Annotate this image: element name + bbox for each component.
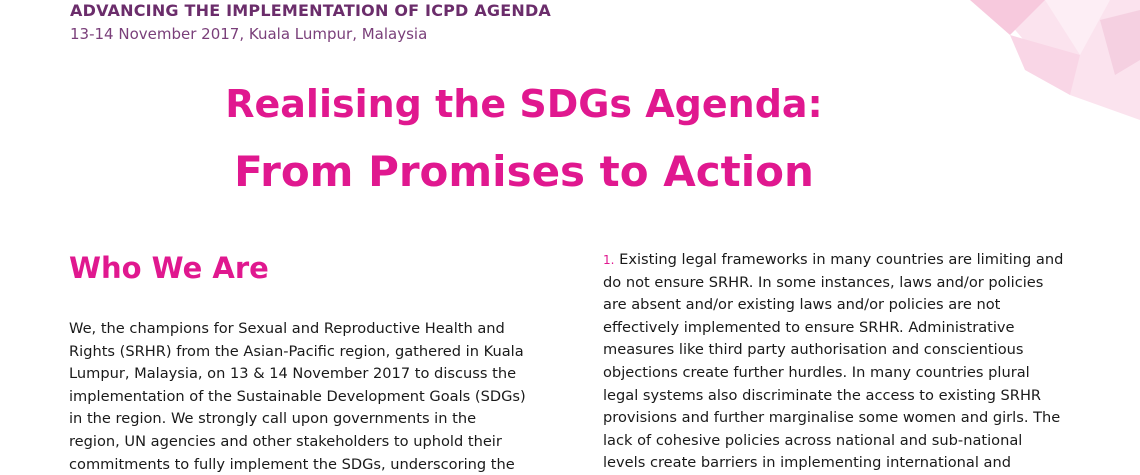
paragraph-line: measures like third party authorisation and conscientious [603, 341, 1024, 359]
numbered-item-1 [603, 249, 1073, 475]
paragraph-line: legal systems also discriminate the access to existing SRHR [603, 386, 1042, 404]
paragraph-line: effectively implemented to ensure SRHR. Administrative [603, 318, 1015, 336]
item-first-line-text: Existing legal frameworks in many countries are limiting and [619, 251, 1064, 268]
paragraph-line: We, the champions for Sexual and Reproductive Health and [69, 320, 505, 337]
paragraph-line: objections create further hurdles. In many countries plural [603, 363, 1030, 381]
page-title-line-1: Realising the SDGs Agenda: [225, 82, 823, 126]
paragraph-line: are absent and/or existing laws and/or policies are not [603, 296, 1001, 314]
item-number: 1. [603, 253, 615, 267]
paragraph-line: Rights (SRHR) from the Asian-Pacific region, gathered in Kuala [69, 342, 524, 360]
event-date-location: 13-14 November 2017, Kuala Lumpur, Malaysia [70, 25, 428, 43]
paragraph-line: region, UN agencies and other stakeholders to uphold their [69, 432, 502, 450]
paragraph-line: implementation of the Sustainable Development Goals (SDGs) [69, 387, 526, 405]
paragraph-line: provisions and further marginalise some women and girls. The [603, 409, 1061, 427]
event-title: ADVANCING THE IMPLEMENTATION OF ICPD AGENDA [70, 1, 552, 20]
page-title-line-2: From Promises to Action [234, 147, 814, 196]
paragraph-line: in the region. We strongly call upon governments in the [69, 410, 477, 428]
item-first-line [603, 249, 1073, 272]
paragraph-line: Lumpur, Malaysia, on 13 & 14 November 2017 to discuss the [69, 365, 517, 383]
paragraph-line: lack of cohesive policies across national and sub-national [603, 431, 1023, 449]
paragraph-line: commitments to fully implement the SDGs, underscoring the [69, 455, 515, 473]
who-we-are-paragraph [69, 318, 539, 475]
section-heading-who-we-are: Who We Are [69, 251, 269, 285]
paragraph-line: do not ensure SRHR. In some instances, laws and/or policies [603, 273, 1044, 291]
event-header [70, 0, 551, 45]
paragraph-line: levels create barriers in implementing international and [603, 454, 1012, 472]
